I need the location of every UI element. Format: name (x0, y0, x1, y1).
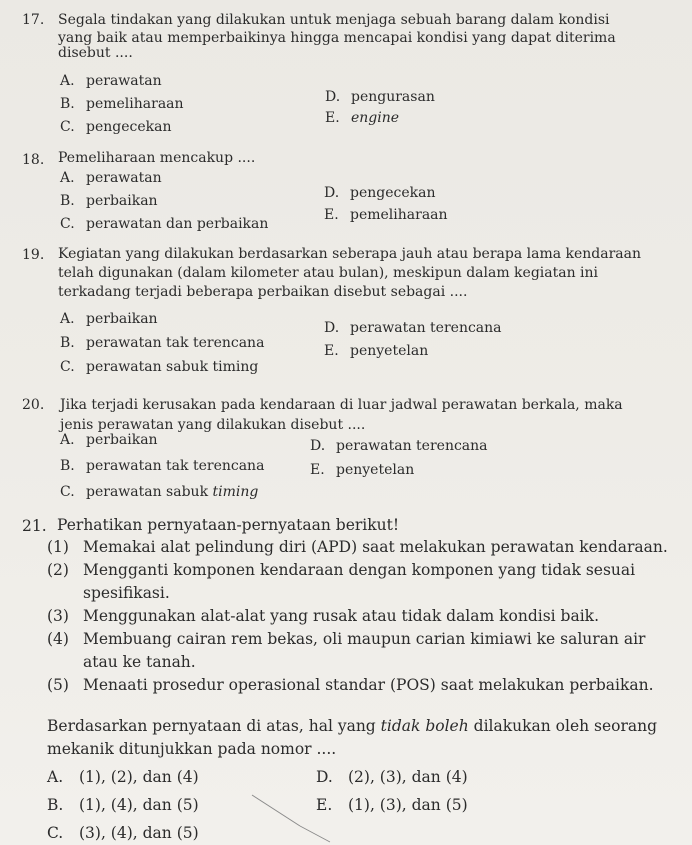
question-line: yang baik atau memperbaikinya hingga mencapai kondisi yang dapat diterima (58, 30, 616, 46)
statement-4: (4) Membuang cairan rem bekas, oli maupun carian kimiawi ke saluran air atau ke tanah. (47, 630, 646, 671)
option-c[interactable]: C. pengecekan (60, 119, 172, 135)
option-e[interactable]: E. penyetelan (310, 462, 415, 478)
pencil-stroke (252, 795, 300, 826)
option-a[interactable]: A. (1), (2), dan (4) (47, 768, 199, 786)
question-text: Pemeliharaan mencakup .... (58, 150, 256, 166)
statement-1: (1) Memakai alat pelindung diri (APD) saat melakukan perawatan kendaraan. (47, 538, 668, 556)
option-b[interactable]: B. (1), (4), dan (5) (47, 796, 199, 814)
option-a[interactable]: A. perbaikan (60, 432, 158, 448)
option-c[interactable]: C. perawatan dan perbaikan (60, 216, 269, 232)
option-a[interactable]: A. perawatan (60, 170, 162, 186)
closing-line-2: mekanik ditunjukkan pada nomor .... (47, 740, 337, 758)
option-e[interactable]: E. (1), (3), dan (5) (316, 796, 468, 814)
option-c[interactable]: C. perawatan sabuk timing (60, 359, 259, 375)
option-b[interactable]: B. perawatan tak terencana (60, 335, 265, 351)
option-d[interactable]: D. perawatan terencana (310, 438, 488, 454)
question-number: 19. (22, 247, 45, 263)
question-line: Jika terjadi kerusakan pada kendaraan di luar jadwal perawatan berkala, maka (60, 397, 623, 413)
question-number: 20. (22, 397, 45, 413)
option-b[interactable]: B. perbaikan (60, 193, 158, 209)
question-number: 21. (22, 517, 47, 535)
question-line: Kegiatan yang dilakukan berdasarkan seberapa jauh atau berapa lama kendaraan (58, 246, 642, 262)
option-e[interactable]: E. penyetelan (324, 343, 429, 359)
option-e[interactable]: E. pemeliharaan (324, 207, 448, 223)
question-line: jenis perawatan yang dilakukan disebut .... (60, 417, 366, 433)
statement-3: (3) Menggunakan alat-alat yang rusak atau tidak dalam kondisi baik. (47, 607, 599, 625)
option-d[interactable]: D. pengecekan (324, 185, 436, 201)
statement-5: (5) Menaati prosedur operasional standar (POS) saat melakukan perbaikan. (47, 676, 654, 694)
closing-line-1: Berdasarkan pernyataan di atas, hal yang tidak boleh dilakukan oleh seorang (47, 717, 658, 735)
option-c[interactable]: C. perawatan sabuk timing (60, 484, 259, 500)
question-number: 17. (22, 12, 45, 28)
question-line: terkadang terjadi beberapa perbaikan disebut sebagai .... (58, 284, 468, 300)
question-line: disebut .... (58, 45, 133, 61)
question-intro: Perhatikan pernyataan-pernyataan berikut! (57, 516, 400, 534)
statement-2: (2) Mengganti komponen kendaraan dengan komponen yang tidak sesuai spesifikasi. (47, 561, 636, 602)
question-line: Segala tindakan yang dilakukan untuk menjaga sebuah barang dalam kondisi (58, 12, 610, 28)
option-b[interactable]: B. perawatan tak terencana (60, 458, 265, 474)
option-d[interactable]: D. perawatan terencana (324, 320, 502, 336)
option-a[interactable]: A. perbaikan (60, 311, 158, 327)
question-line: telah digunakan (dalam kilometer atau bulan), meskipun dalam kegiatan ini (58, 265, 599, 281)
option-e[interactable]: E. engine (325, 110, 400, 126)
option-b[interactable]: B. pemeliharaan (60, 96, 184, 112)
pencil-stroke (300, 826, 330, 842)
option-c[interactable]: C. (3), (4), dan (5) (47, 824, 199, 842)
option-d[interactable]: D. pengurasan (325, 89, 435, 105)
question-number: 18. (22, 152, 45, 168)
option-a[interactable]: A. perawatan (60, 73, 162, 89)
option-d[interactable]: D. (2), (3), dan (4) (316, 768, 468, 786)
